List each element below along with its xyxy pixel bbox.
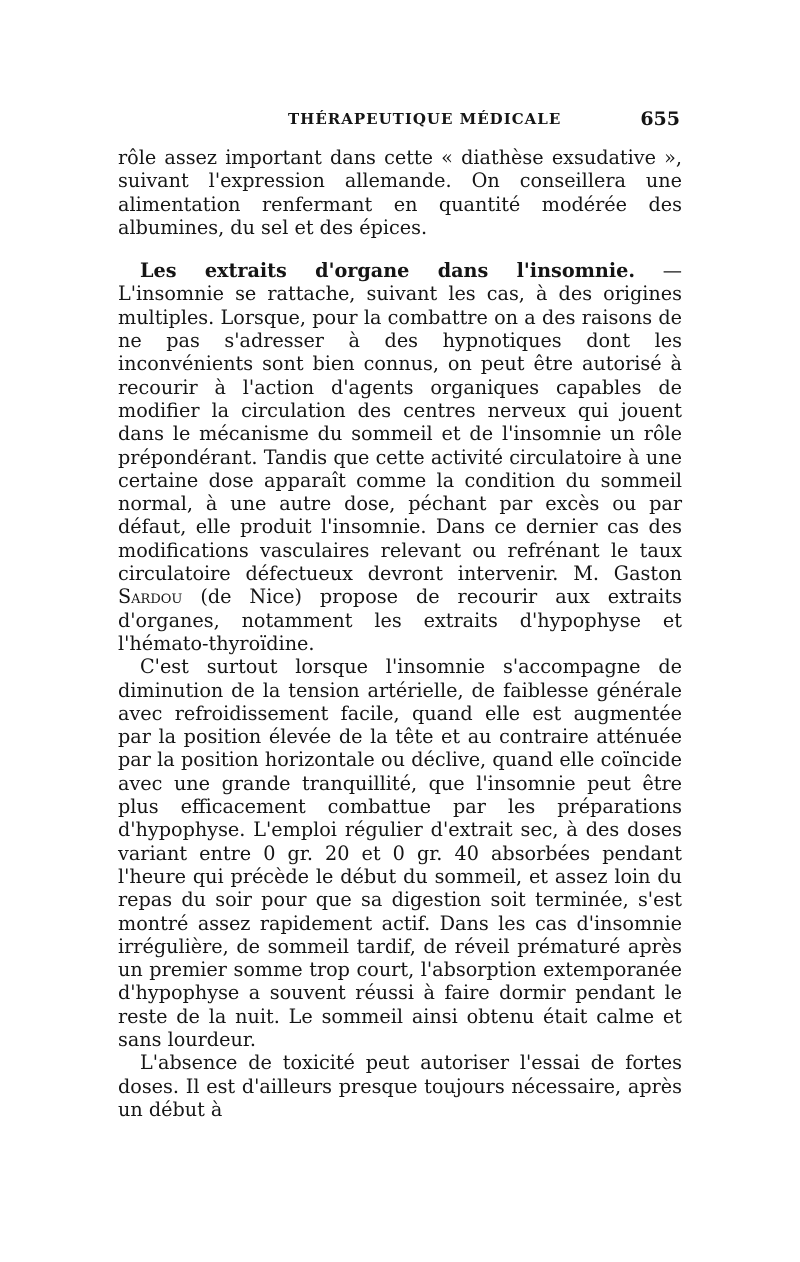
section-heading: Les extraits d'organe dans l'insomnie. xyxy=(140,259,636,283)
section-gap xyxy=(118,239,682,259)
paragraph-text-b: (de Nice) propose de recourir aux extraits d'organes, notamment les extraits d'hypophyse et l'hémato-thyroïdine. xyxy=(118,585,682,655)
page-number: 655 xyxy=(640,108,680,130)
paragraph-continued: rôle assez important dans cette « diathèse exsudative », suivant l'expression allemande. On conseillera une alimentation renfermant en quantité modérée des albumines, du sel et des épices. xyxy=(118,146,682,239)
running-title: THÉRAPEUTIQUE MÉDICALE xyxy=(288,110,562,128)
paragraph-toxicite: L'absence de toxicité peut autoriser l'essai de fortes doses. Il est d'ailleurs presque toujours nécessaire, après un début à xyxy=(118,1051,682,1121)
author-name: Sardou xyxy=(118,585,183,609)
running-head xyxy=(140,110,680,136)
paragraph-hypophyse: C'est surtout lorsque l'insomnie s'accompagne de diminution de la tension artérielle, de faiblesse générale avec refroidissement facile, quand elle est augmentée par la position élevée de la tête et au contraire atténuée par la position horizontale ou déclive, quand elle coïncide avec une grande tranquillité, que l'insomnie peut être plus efficacement combattue par les préparations d'hypophyse. L'emploi régulier d'extrait sec, à des doses variant entre 0 gr. 20 et 0 gr. 40 absorbées pendant l'heure qui précède le début du sommeil, et assez loin du repas du soir pour que sa digestion soit terminée, s'est montré assez rapidement actif. Dans les cas d'insomnie irrégulière, de sommeil tardif, de réveil prématuré après un premier somme trop court, l'absorption extemporanée d'hypophyse a souvent réussi à faire dormir pendant le reste de la nuit. Le sommeil ainsi obtenu était calme et sans lourdeur. xyxy=(118,655,682,1051)
page-body xyxy=(118,146,682,1121)
paragraph-text-a: — L'insomnie se rattache, suivant les cas, à des origines multiples. Lorsque, pour la combattre on a des raisons de ne pas s'adresser à des hypnotiques dont les inconvénients sont bien connus, on peut être autorisé à recourir à l'action d'agents organiques capables de modifier la circulation des centres nerveux qui jouent dans le mécanisme du sommeil et de l'insomnie un rôle prépondérant. Tandis que cette activité circulatoire à une certaine dose apparaît comme la condition du sommeil normal, à une autre dose, péchant par excès ou par défaut, elle produit l'insomnie. Dans ce dernier cas des modifications vasculaires relevant ou refrénant le taux circulatoire défectueux devront intervenir. M. Gaston xyxy=(118,259,682,586)
paragraph-insomnie xyxy=(118,259,682,655)
